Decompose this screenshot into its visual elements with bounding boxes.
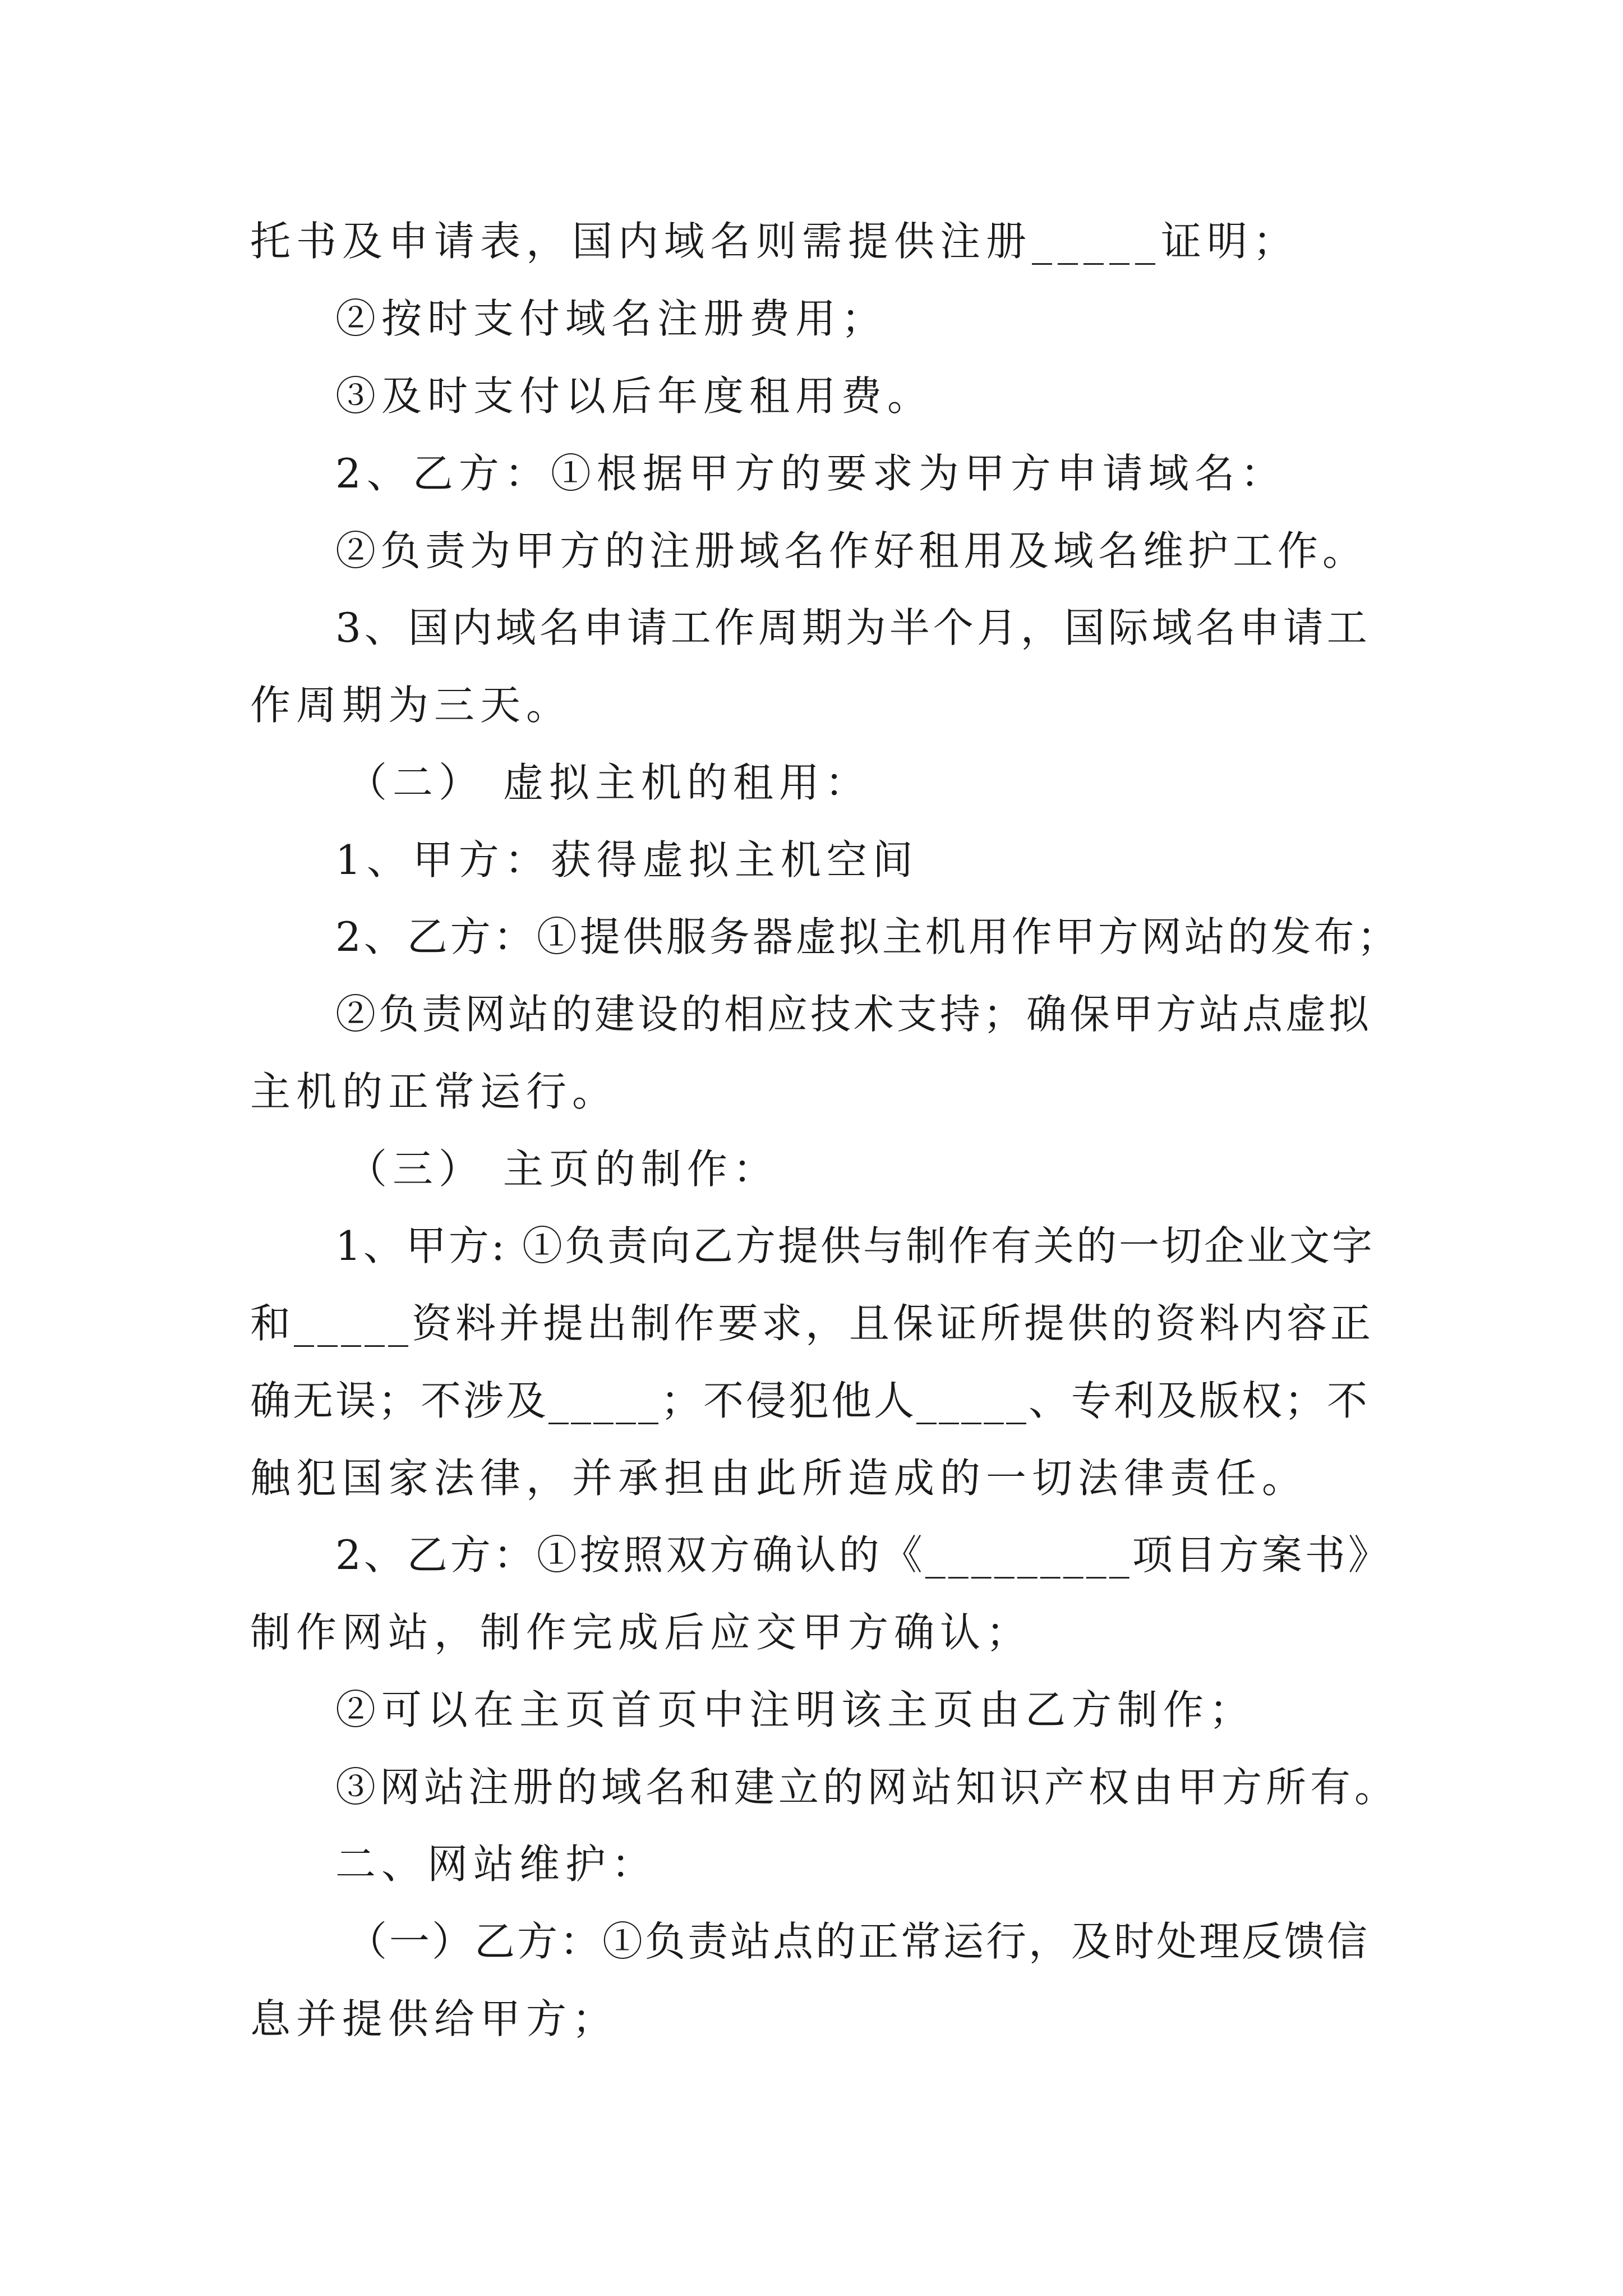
paragraph-line-9: 1、甲方：获得虚拟主机空间 [335,836,919,884]
paragraph-line-11: ②负责网站的建设的相应技术支持；确保甲方站点虚拟 [335,991,1372,1038]
paragraph-line-4: 2、乙方：①根据甲方的要求为甲方申请域名： [335,450,1287,497]
paragraph-line-16: 确无误；不涉及_____；不侵犯他人_____、专利及版权；不 [250,1377,1370,1424]
paragraph-line-21: ③网站注册的域名和建立的网站知识产权由甲方所有。 [335,1764,1399,1811]
paragraph-line-24: 息并提供给甲方； [250,1995,619,2042]
paragraph-line-20: ②可以在主页首页中注明该主页由乙方制作； [335,1686,1256,1733]
paragraph-line-6: 3、国内域名申请工作周期为半个月，国际域名申请工 [335,604,1371,651]
paragraph-line-7: 作周期为三天。 [250,682,573,729]
paragraph-line-18: 2、乙方：①按照双方确认的《_________项目方案书》 [335,1531,1391,1579]
section-heading-virtual-host: （二） 虚拟主机的租用： [347,759,871,806]
paragraph-line-10: 2、乙方：①提供服务器虚拟主机用作甲方网站的发布； [335,913,1400,960]
paragraph-line-14: 1、甲方: ①负责向乙方提供与制作有关的一切企业文字 [335,1222,1375,1269]
paragraph-line-17: 触犯国家法律，并承担由此所造成的一切法律责任。 [250,1455,1308,1502]
paragraph-line-2: ②按时支付域名注册费用； [335,295,888,342]
paragraph-line-19: 制作网站，制作完成后应交甲方确认； [250,1609,1032,1656]
paragraph-line-23: （一）乙方：①负责站点的正常运行，及时处理反馈信 [347,1918,1370,1965]
paragraph-line-5: ②负责为甲方的注册域名作好租用及域名维护工作。 [335,527,1368,574]
section-heading-maintenance: 二、网站维护： [335,1841,658,1888]
paragraph-line-12: 主机的正常运行。 [250,1068,619,1115]
section-heading-homepage: （三） 主页的制作： [347,1145,779,1193]
paragraph-line-15: 和_____资料并提出制作要求，且保证所提供的资料内容正 [250,1300,1375,1347]
paragraph-line-1: 托书及申请表，国内域名则需提供注册_____证明； [250,218,1299,265]
paragraph-line-3: ③及时支付以后年度租用费。 [335,372,934,420]
